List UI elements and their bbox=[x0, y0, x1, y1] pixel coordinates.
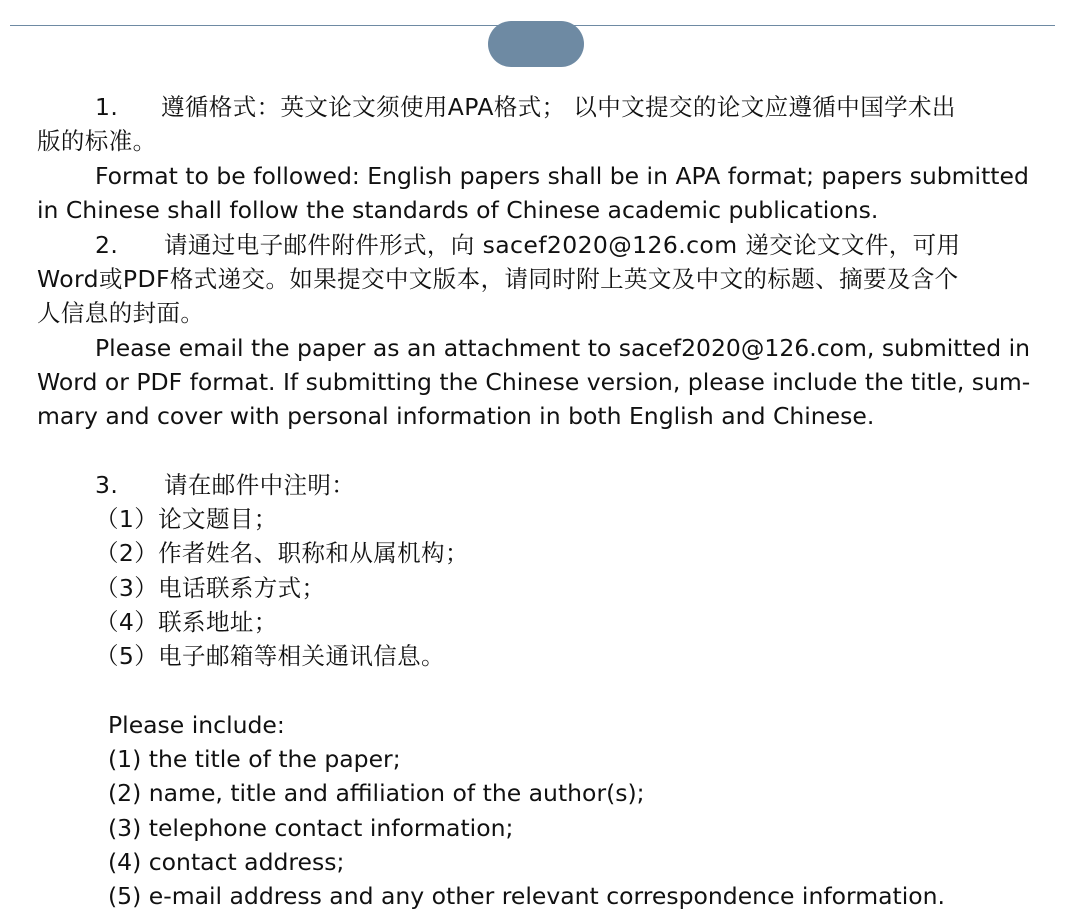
item-2-chinese-text: 请通过电子邮件附件形式，向 sacef2020@126.com 递交论文文件，可用 bbox=[164, 231, 961, 259]
english-list-heading: Please include: bbox=[108, 711, 285, 739]
chinese-list-item: （5）电子邮箱等相关通讯信息。 bbox=[95, 642, 445, 670]
item-2-english-line-1: Please email the paper as an attachment to sacef2020@126.com, submitted in bbox=[95, 334, 1031, 362]
chinese-list-item: （4）联系地址； bbox=[95, 608, 278, 636]
item-1-english-line-1: Format to be followed: English papers shall be in APA format; papers submitted bbox=[95, 162, 1029, 190]
item-1-chinese-line-1 bbox=[95, 90, 956, 124]
item-2-chinese-line-1 bbox=[95, 228, 960, 262]
item-2-chinese-line-3: 人信息的封面。 bbox=[37, 299, 205, 327]
item-2-number: 2. bbox=[95, 231, 119, 259]
english-list-item: (5) e-mail address and any other relevant correspondence information. bbox=[108, 882, 946, 910]
item-3-chinese-heading bbox=[95, 468, 355, 502]
item-2-chinese-line-2: Word或PDF格式递交。如果提交中文版本，请同时附上英文及中文的标题、摘要及含个 bbox=[37, 265, 959, 293]
english-list-item: (1) the title of the paper; bbox=[108, 745, 401, 773]
english-list-item: (3) telephone contact information; bbox=[108, 814, 514, 842]
item-1-english-line-2: in Chinese shall follow the standards of Chinese academic publications. bbox=[37, 196, 879, 224]
english-list-item: (2) name, title and affiliation of the author(s); bbox=[108, 779, 645, 807]
item-1-chinese-text: 遵循格式：英文论文须使用APA格式； 以中文提交的论文应遵循中国学术出 bbox=[161, 93, 956, 121]
item-2-english-line-2: Word or PDF format. If submitting the Chinese version, please include the title, sum- bbox=[37, 368, 1031, 396]
chinese-list-item: （1）论文题目； bbox=[95, 505, 278, 533]
chinese-list-item: （3）电话联系方式； bbox=[95, 574, 326, 602]
item-2-english-line-3: mary and cover with personal information in both English and Chinese. bbox=[37, 402, 875, 430]
chinese-list-item: （2）作者姓名、职称和从属机构； bbox=[95, 539, 469, 567]
item-3-number: 3. bbox=[95, 471, 119, 499]
item-3-chinese-heading-text: 请在邮件中注明： bbox=[164, 471, 356, 499]
english-list-item: (4) contact address; bbox=[108, 848, 345, 876]
item-1-chinese-line-2: 版的标准。 bbox=[37, 127, 157, 155]
item-1-number: 1. bbox=[95, 93, 119, 121]
